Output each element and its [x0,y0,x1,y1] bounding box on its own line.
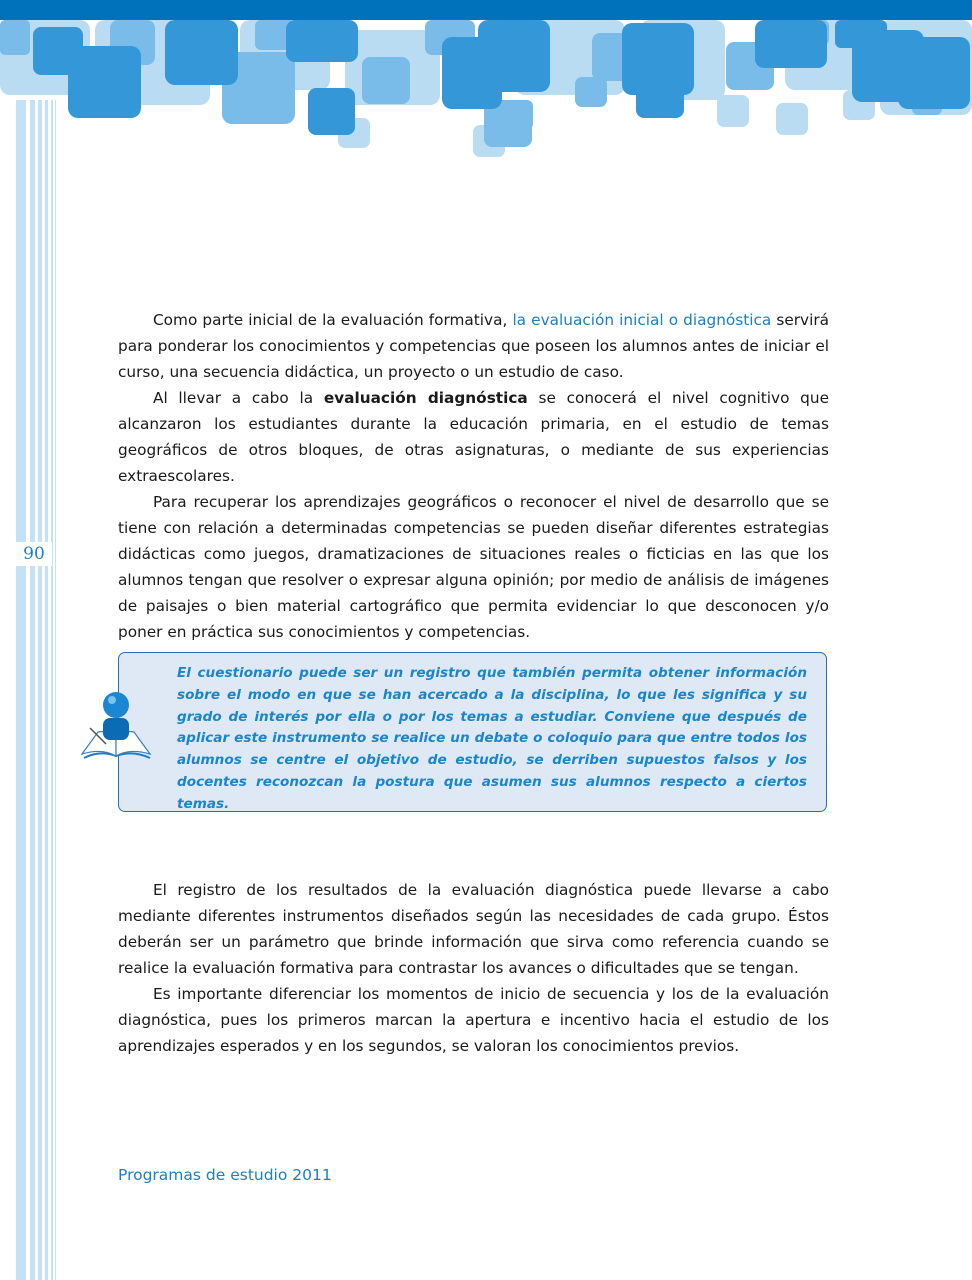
intro-paragraph-1: Como parte inicial de la evaluación formativa, la evaluación inicial o diagnóstica servirá para ponderar los conocimientos y competencias que poseen los alumnos antes de iniciar el curso, una secuencia didáctica, un proyecto o un estudio de caso. [118,311,829,381]
intro-paragraph-3: Para recuperar los aprendizajes geográficos o reconocer el nivel de desarrollo que se tiene con relación a determinadas competencias se pueden diseñar diferentes estrategias didácticas como juegos, dramatizaciones de situaciones reales o ficticias en las que los alumnos tengan que resolver o expresar alguna opinión; por medio de análisis de imágenes de paisajes o bien material cartográfico que permita evidenciar lo que desconocen y/o poner en práctica sus conocimientos y competencias. [118,493,829,641]
footer-publication-title: Programas de estudio 2011 [118,1166,332,1184]
callout-text: El cuestionario puede ser un registro que también permita obtener información sobre el modo en que se han acercado a la disciplina, lo que les significa y su grado de interés por ella o por los temas a estudiar. Conviene que después de aplicar este instrumento se realice un debate o coloquio para que entre todos los alumnos se centre el objetivo de estudio, se derriben supuestos falsos y los docentes reconozcan la postura que asumen sus alumnos respecto a ciertos temas. [177,665,807,812]
left-margin-stripes [0,100,60,1280]
bold-term: evaluación diagnóstica [323,389,528,407]
closing-section [118,877,829,1059]
intro-section [118,307,829,645]
header-squares-decoration [0,0,972,165]
closing-paragraph-1: El registro de los resultados de la evaluación diagnóstica puede llevarse a cabo mediante diferentes instrumentos diseñados según las necesidades de cada grupo. Éstos deberán ser un parámetro que brinde información que sirva como referencia cuando se realice la evaluación formativa para contrastar los avances o dificultades que se tengan. [118,881,829,977]
diagnostic-evaluation-link[interactable]: la evaluación inicial o diagnóstica [512,311,772,329]
intro-paragraph-2: Al llevar a cabo la evaluación diagnóstica se conocerá el nivel cognitivo que alcanzaron los estudiantes durante la educación primaria, en el estudio de temas geográficos de otros bloques, de otras asignaturas, o mediante de sus experiencias extraescolares. [118,389,829,485]
page-number: 90 [16,542,52,566]
callout-box [118,652,827,812]
closing-paragraph-2: Es importante diferenciar los momentos de inicio de secuencia y los de la evaluación diagnóstica, pues los primeros marcan la apertura e incentivo hacia el estudio de los aprendizajes esperados y en los segundos, se valoran los conocimientos previos. [118,985,829,1055]
reader-with-book-icon [78,688,158,768]
